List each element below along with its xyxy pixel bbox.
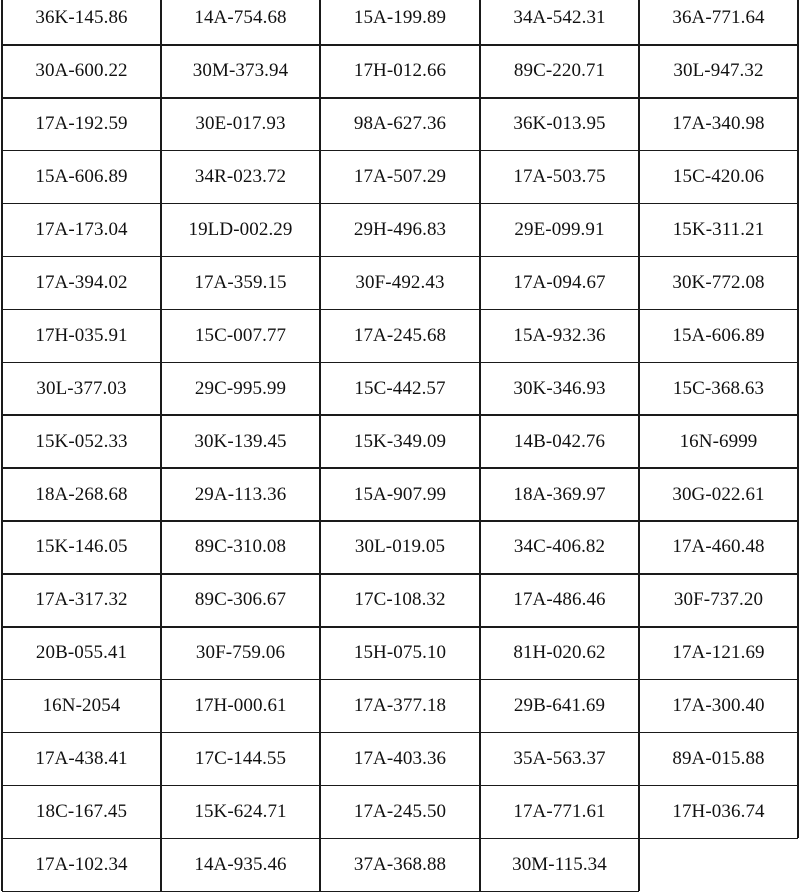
plate-cell: 17A-094.67 [513,271,606,293]
plate-cell: 89C-220.71 [513,60,606,82]
plate-cell: 29B-641.69 [513,695,606,717]
plate-cell: 15A-907.99 [353,483,447,505]
plate-cell: 17C-144.55 [194,748,287,770]
row-divider [2,414,798,416]
plate-cell: 17A-460.48 [672,536,765,558]
plate-cell: 17C-108.32 [354,589,446,611]
plate-cell: 17A-192.59 [35,113,128,135]
plate-cell: 15A-606.89 [672,324,765,346]
plate-cell: 17A-121.69 [672,642,765,664]
plate-cell: 30L-947.32 [673,60,764,82]
plate-cell: 15C-442.57 [354,377,446,399]
row-divider [2,150,798,152]
plate-cell: 17A-503.75 [513,166,606,188]
plate-cell: 15K-349.09 [353,430,447,452]
plate-cell: 17A-359.15 [194,271,287,293]
plate-cell: 30L-019.05 [354,536,446,558]
column-divider [797,0,799,838]
plate-cell: 17A-317.32 [35,589,128,611]
row-divider [2,679,798,681]
plate-cell: 17A-403.36 [353,748,447,770]
plate-cell: 30G-022.61 [672,483,765,505]
column-divider [160,0,162,891]
plate-cell: 20B-055.41 [35,642,128,664]
plate-cell: 17A-507.29 [353,166,447,188]
plate-cell: 15K-146.05 [35,536,128,558]
plate-cell: 17A-394.02 [35,271,128,293]
plate-cell: 15K-311.21 [672,219,765,241]
plate-cell: 35A-563.37 [513,748,606,770]
plate-cell: 30K-139.45 [194,430,287,452]
row-divider [2,785,798,787]
plate-cell: 15A-199.89 [353,7,447,29]
plate-cell: 17A-771.61 [513,800,606,822]
plate-cell: 17A-300.40 [672,695,765,717]
plate-cell: 34A-542.31 [513,7,606,29]
plate-cell: 18C-167.45 [35,800,128,822]
column-divider [479,0,481,891]
plate-cell: 14A-754.68 [194,7,287,29]
plate-cell: 16N-6999 [679,430,758,452]
plate-cell: 15C-007.77 [194,324,287,346]
plate-cell: 29A-113.36 [194,483,287,505]
plate-cell: 30L-377.03 [36,377,127,399]
row-divider [2,520,798,522]
plate-cell: 98A-627.36 [353,113,447,135]
plate-cell: 17A-173.04 [35,219,128,241]
plate-cell: 30F-737.20 [673,589,764,611]
plate-cell: 34R-023.72 [194,166,287,188]
plate-cell: 34C-406.82 [513,536,606,558]
plate-cell: 18A-369.97 [513,483,606,505]
plate-cell: 15A-932.36 [513,324,606,346]
row-divider [2,626,798,628]
plate-cell: 17H-000.61 [194,695,287,717]
plate-cell: 29C-995.99 [194,377,287,399]
plate-cell: 89A-015.88 [672,748,765,770]
row-divider [2,732,798,734]
column-divider [319,0,321,891]
plate-cell: 30M-373.94 [192,60,289,82]
plate-cell: 89C-310.08 [194,536,287,558]
plate-cell: 14B-042.76 [513,430,606,452]
plate-cell: 14A-935.46 [194,853,287,875]
row-divider [2,573,798,575]
plate-cell: 30K-346.93 [513,377,606,399]
plate-cell: 17A-245.68 [353,324,447,346]
plate-cell: 15A-606.89 [35,166,128,188]
plate-cell: 18A-268.68 [35,483,128,505]
plate-cell: 17A-486.46 [513,589,606,611]
plate-cell: 15K-624.71 [194,800,287,822]
plate-cell: 17H-035.91 [35,324,128,346]
plate-cell: 15H-075.10 [353,642,447,664]
plate-cell: 37A-368.88 [353,853,447,875]
row-divider [2,309,798,311]
plate-cell: 17A-438.41 [35,748,128,770]
row-divider [2,467,798,469]
plate-cell: 15C-420.06 [672,166,765,188]
plate-cell: 36K-145.86 [35,7,128,29]
plate-cell: 29E-099.91 [514,219,605,241]
plate-cell: 30K-772.08 [672,271,765,293]
plate-cell: 30F-492.43 [355,271,445,293]
plate-cell: 15K-052.33 [35,430,128,452]
plate-cell: 15C-368.63 [672,377,765,399]
plate-cell: 30A-600.22 [35,60,128,82]
plate-cell: 17A-245.50 [353,800,447,822]
row-divider [2,97,798,99]
plate-cell: 81H-020.62 [513,642,606,664]
row-divider [2,256,798,258]
plate-cell: 17H-012.66 [353,60,447,82]
row-divider [2,838,798,840]
plate-cell: 19LD-002.29 [188,219,293,241]
plate-cell: 30E-017.93 [195,113,286,135]
row-divider [2,44,798,46]
plate-cell: 17A-377.18 [353,695,447,717]
plate-cell: 29H-496.83 [353,219,447,241]
plate-cell: 16N-2054 [42,695,121,717]
plate-cell: 17A-102.34 [35,853,128,875]
row-divider [2,203,798,205]
plate-cell: 36K-013.95 [513,113,606,135]
plate-cell: 89C-306.67 [194,589,287,611]
column-divider [1,0,3,891]
column-divider [638,0,640,891]
plate-cell: 36A-771.64 [672,7,765,29]
plate-cell: 17H-036.74 [672,800,765,822]
plate-cell: 30M-115.34 [512,853,607,875]
row-divider [2,362,798,364]
plate-cell: 17A-340.98 [672,113,765,135]
plate-cell: 30F-759.06 [195,642,286,664]
